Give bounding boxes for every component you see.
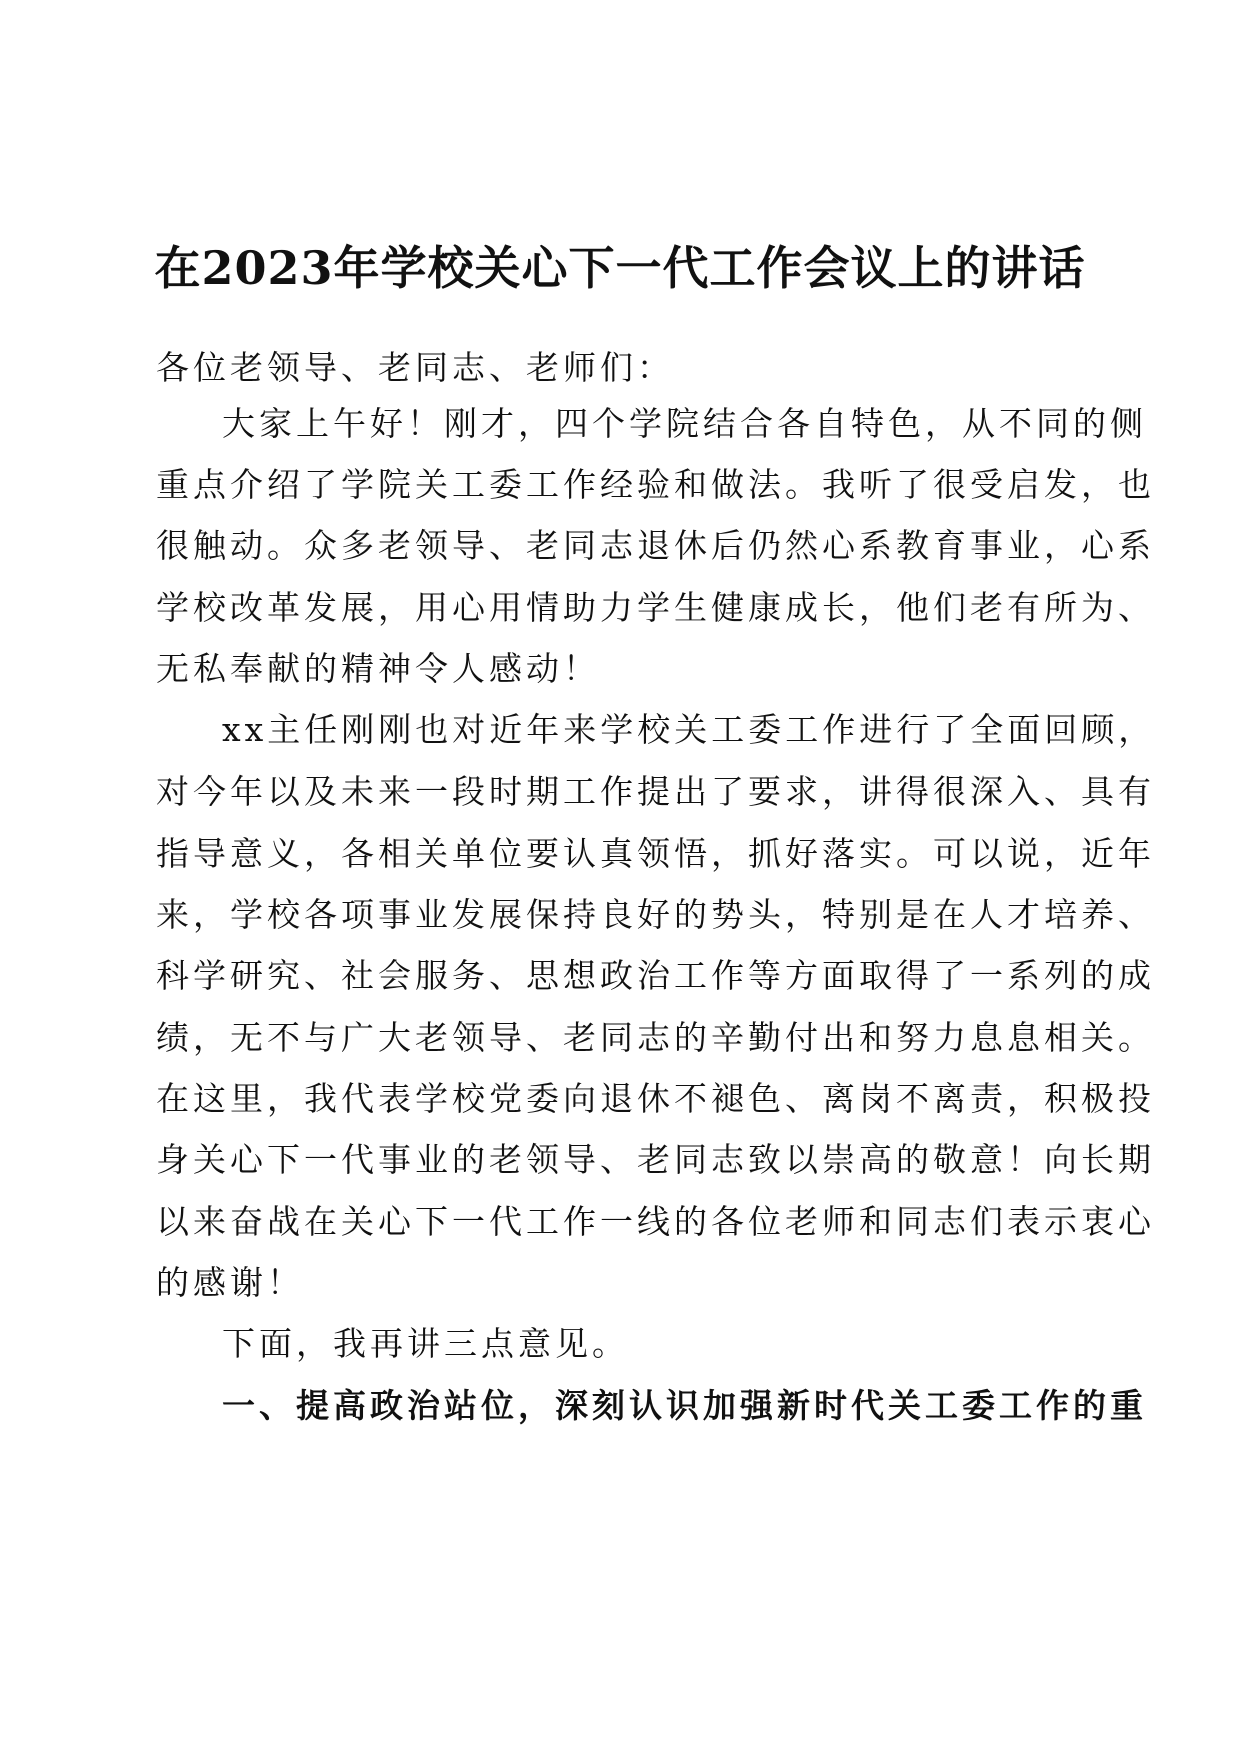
section-heading: 一、提高政治站位，深刻认识加强新时代关工委工作的重 (222, 1386, 1147, 1425)
paragraph-line: 身关心下一代事业的老领导、老同志致以崇高的敬意！向长期 (156, 1140, 1155, 1179)
paragraph-line: 在这里，我代表学校党委向退休不褪色、离岗不离责，积极投 (156, 1079, 1155, 1118)
document-title: 在2023年学校关心下一代工作会议上的讲话 (154, 241, 1086, 295)
paragraph-line: 对今年以及未来一段时期工作提出了要求，讲得很深入、具有 (156, 772, 1155, 811)
paragraph-line: 以来奋战在关心下一代工作一线的各位老师和同志们表示衷心 (156, 1202, 1155, 1241)
paragraph-line: 来，学校各项事业发展保持良好的势头，特别是在人才培养、 (156, 895, 1155, 934)
salutation: 各位老领导、老同志、老师们： (156, 348, 674, 387)
paragraph-line: 无私奉献的精神令人感动！ (156, 649, 600, 688)
paragraph-line: 绩，无不与广大老领导、老同志的辛勤付出和努力息息相关。 (156, 1018, 1155, 1057)
paragraph-line: 学校改革发展，用心用情助力学生健康成长，他们老有所为、 (156, 588, 1155, 627)
paragraph-line: 指导意义，各相关单位要认真领悟，抓好落实。可以说，近年 (156, 834, 1155, 873)
paragraph-line: 大家上午好！刚才，四个学院结合各自特色，从不同的侧 (222, 404, 1147, 443)
paragraph-line: 重点介绍了学院关工委工作经验和做法。我听了很受启发，也 (156, 465, 1155, 504)
paragraph-line: 很触动。众多老领导、老同志退休后仍然心系教育事业，心系 (156, 526, 1155, 565)
paragraph-line: 科学研究、社会服务、思想政治工作等方面取得了一系列的成 (156, 956, 1155, 995)
paragraph-line: 下面，我再讲三点意见。 (222, 1324, 629, 1363)
paragraph-line: 的感谢！ (156, 1263, 304, 1302)
paragraph-line: xx主任刚刚也对近年来学校关工委工作进行了全面回顾， (222, 710, 1156, 749)
